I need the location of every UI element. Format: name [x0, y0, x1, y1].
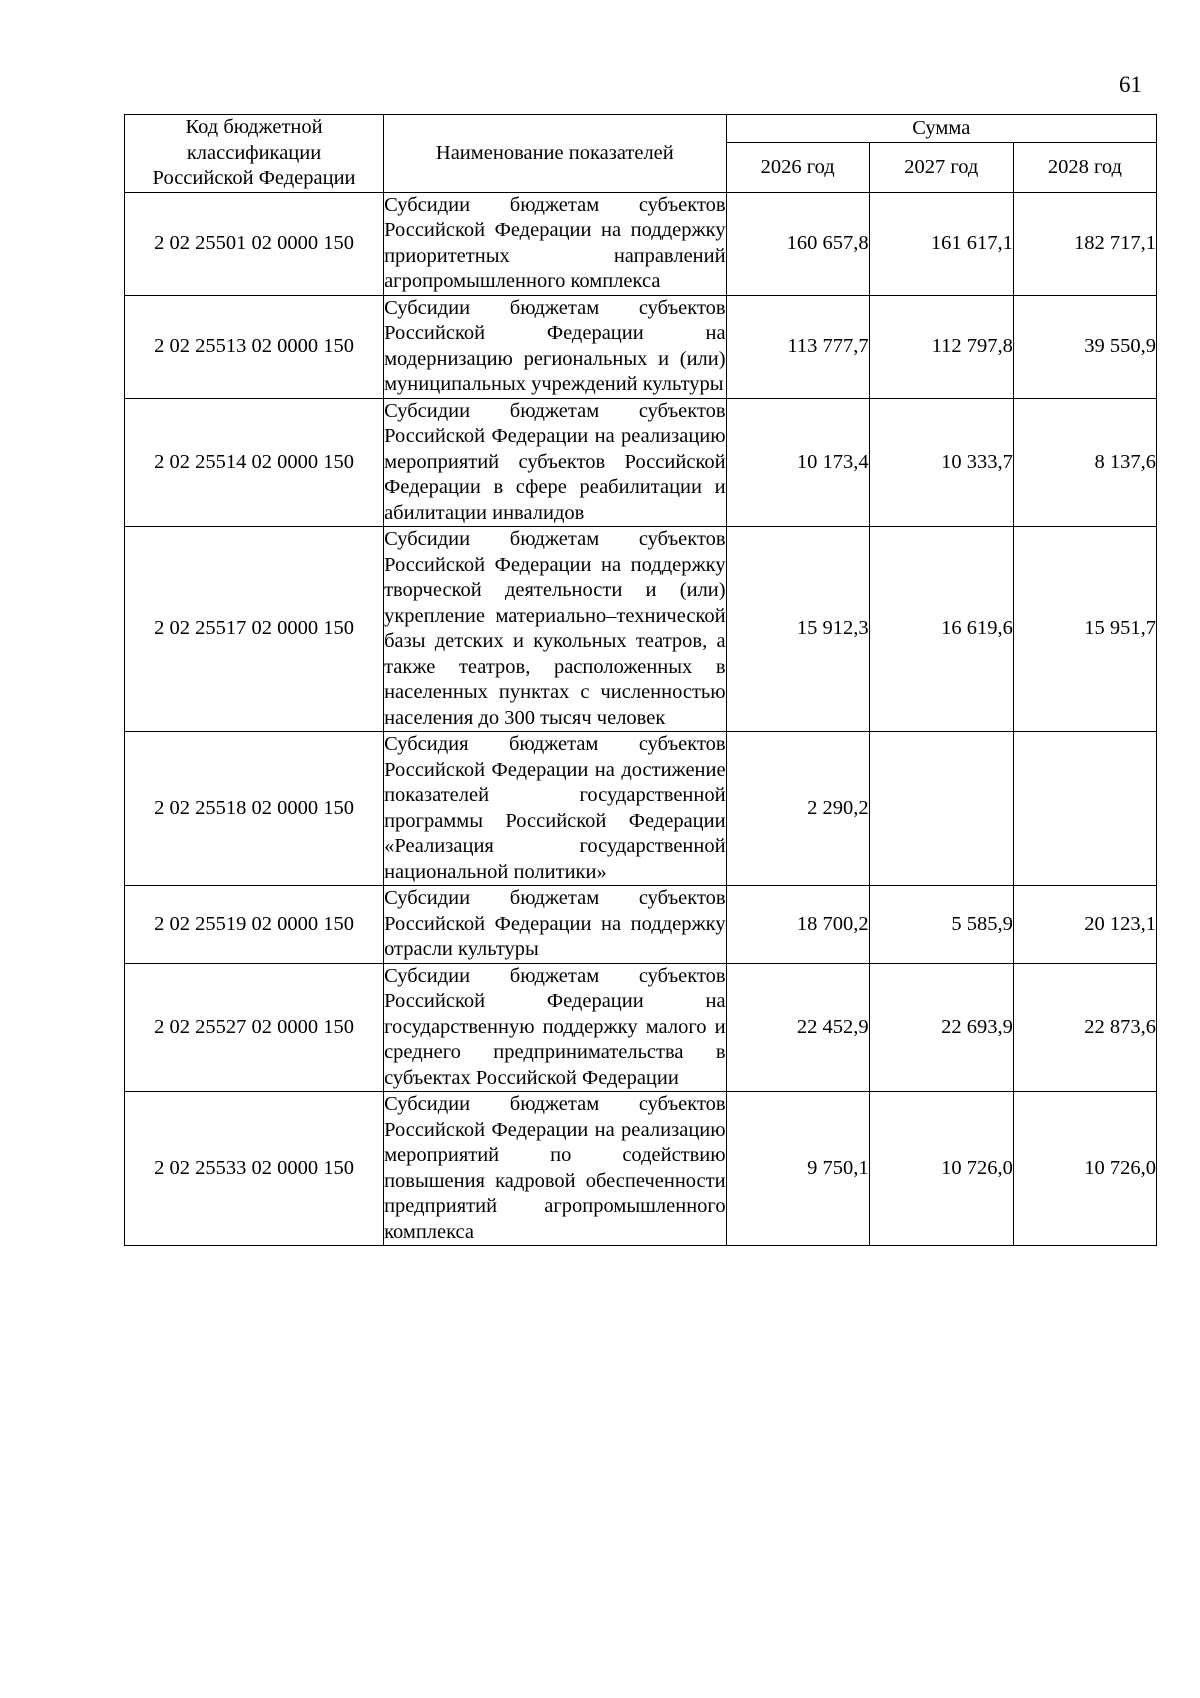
page-number: 61 [1119, 72, 1142, 97]
cell-sum-2026: 15 912,3 [726, 527, 869, 732]
cell-sum-2028 [1013, 732, 1156, 886]
table-row [125, 398, 1157, 527]
cell-code: 2 02 25517 02 0000 150 [125, 527, 384, 732]
cell-sum-2028: 20 123,1 [1013, 886, 1156, 964]
header-sum: Сумма [726, 115, 1156, 143]
cell-sum-2027: 112 797,8 [869, 295, 1013, 398]
table-body [125, 192, 1157, 1246]
cell-code: 2 02 25533 02 0000 150 [125, 1092, 384, 1246]
cell-sum-2026: 160 657,8 [726, 192, 869, 295]
table-row [125, 192, 1157, 295]
cell-sum-2027: 16 619,6 [869, 527, 1013, 732]
cell-sum-2026: 18 700,2 [726, 886, 869, 964]
cell-sum-2026: 113 777,7 [726, 295, 869, 398]
cell-sum-2026: 22 452,9 [726, 963, 869, 1092]
cell-code: 2 02 25501 02 0000 150 [125, 192, 384, 295]
table-row [125, 963, 1157, 1092]
budget-table [124, 114, 1157, 1246]
cell-sum-2028: 15 951,7 [1013, 527, 1156, 732]
table-row [125, 295, 1157, 398]
cell-name: Субсидии бюджетам субъектов Российской Федерации на реализацию мероприятий по содействию повышения кадровой обеспеченности предприятий агропромышленного комплекса [384, 1092, 727, 1246]
cell-sum-2026: 10 173,4 [726, 398, 869, 527]
cell-name: Субсидии бюджетам субъектов Российской Федерации на реализацию мероприятий субъектов Российской Федерации в сфере реабилитации и абилитации инвалидов [384, 398, 727, 527]
cell-code: 2 02 25518 02 0000 150 [125, 732, 384, 886]
cell-name: Субсидии бюджетам субъектов Российской Федерации на поддержку приоритетных направлений агропромышленного комплекса [384, 192, 727, 295]
cell-sum-2027: 10 333,7 [869, 398, 1013, 527]
cell-sum-2027 [869, 732, 1013, 886]
cell-sum-2027: 5 585,9 [869, 886, 1013, 964]
header-code: Код бюджетной классификации Российской Федерации [125, 115, 384, 193]
header-year-2028: 2028 год [1013, 143, 1156, 192]
cell-sum-2026: 2 290,2 [726, 732, 869, 886]
header-year-2027: 2027 год [869, 143, 1013, 192]
table-header [125, 115, 1157, 193]
header-year-2026: 2026 год [726, 143, 869, 192]
cell-name: Субсидия бюджетам субъектов Российской Федерации на достижение показателей государственной программы Российской Федерации «Реализация государственной национальной политики» [384, 732, 727, 886]
cell-name: Субсидии бюджетам субъектов Российской Федерации на модернизацию региональных и (или) муниципальных учреждений культуры [384, 295, 727, 398]
table-row [125, 886, 1157, 964]
cell-name: Субсидии бюджетам субъектов Российской Федерации на поддержку творческой деятельности и (или) укрепление материально–технической базы детских и кукольных театров, а также театров, расположенных в населенных пунктах с численностью населения до 300 тысяч человек [384, 527, 727, 732]
cell-sum-2027: 161 617,1 [869, 192, 1013, 295]
cell-code: 2 02 25527 02 0000 150 [125, 963, 384, 1092]
cell-code: 2 02 25513 02 0000 150 [125, 295, 384, 398]
cell-sum-2028: 182 717,1 [1013, 192, 1156, 295]
cell-code: 2 02 25514 02 0000 150 [125, 398, 384, 527]
cell-sum-2028: 10 726,0 [1013, 1092, 1156, 1246]
header-name: Наименование показателей [384, 115, 727, 193]
cell-sum-2028: 39 550,9 [1013, 295, 1156, 398]
cell-code: 2 02 25519 02 0000 150 [125, 886, 384, 964]
cell-sum-2027: 22 693,9 [869, 963, 1013, 1092]
cell-sum-2026: 9 750,1 [726, 1092, 869, 1246]
table-row [125, 732, 1157, 886]
table-row [125, 527, 1157, 732]
cell-sum-2027: 10 726,0 [869, 1092, 1013, 1246]
cell-name: Субсидии бюджетам субъектов Российской Федерации на поддержку отрасли культуры [384, 886, 727, 964]
cell-sum-2028: 22 873,6 [1013, 963, 1156, 1092]
cell-sum-2028: 8 137,6 [1013, 398, 1156, 527]
table-row [125, 1092, 1157, 1246]
cell-name: Субсидии бюджетам субъектов Российской Федерации на государственную поддержку малого и среднего предпринимательства в субъектах Российской Федерации [384, 963, 727, 1092]
